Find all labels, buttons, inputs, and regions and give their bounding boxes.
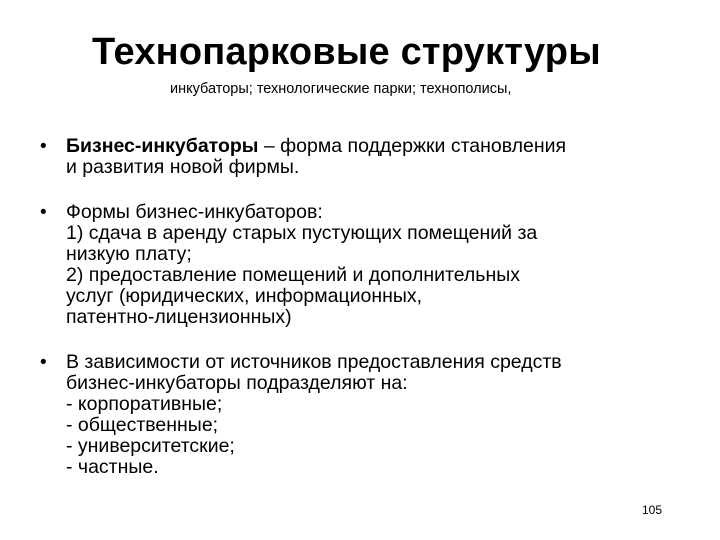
bullet-item-incubator-types bbox=[40, 352, 690, 478]
bullet-line: - корпоративные; bbox=[66, 393, 223, 415]
bullet-line: услуг (юридических, информационных, bbox=[66, 285, 423, 307]
bullet-item-business-incubators bbox=[40, 136, 690, 178]
page-number: 105 bbox=[641, 503, 662, 517]
bullet-term: Бизнес-инкубаторы bbox=[66, 135, 259, 157]
bullet-item-incubator-forms bbox=[40, 202, 690, 328]
slide-title: Технопарковые структуры bbox=[92, 31, 601, 73]
bullet-icon: • bbox=[40, 352, 47, 373]
bullet-line: бизнес-инкубаторы подразделяют на: bbox=[66, 372, 408, 394]
bullet-line: - общественные; bbox=[66, 414, 219, 436]
bullet-line: - университетские; bbox=[66, 435, 235, 457]
bullet-line bbox=[66, 136, 690, 157]
slide-subtitle: инкубаторы; технологические парки; технополисы, bbox=[170, 81, 512, 97]
bullet-icon: • bbox=[40, 136, 47, 157]
bullet-line: - частные. bbox=[66, 456, 159, 478]
bullet-line: В зависимости от источников предоставления средств bbox=[66, 351, 562, 373]
bullet-line: 2) предоставление помещений и дополнительных bbox=[66, 264, 520, 286]
bullet-icon: • bbox=[40, 202, 47, 223]
bullet-list bbox=[40, 136, 690, 478]
bullet-line: патентно-лицензионных) bbox=[66, 306, 292, 328]
bullet-line: Формы бизнес-инкубаторов: bbox=[66, 201, 323, 223]
bullet-line: 1) сдача в аренду старых пустующих помещений за bbox=[66, 222, 538, 244]
bullet-line: и развития новой фирмы. bbox=[66, 156, 300, 178]
bullet-text: – форма поддержки становления bbox=[258, 135, 567, 157]
bullet-line: низкую плату; bbox=[66, 243, 192, 265]
